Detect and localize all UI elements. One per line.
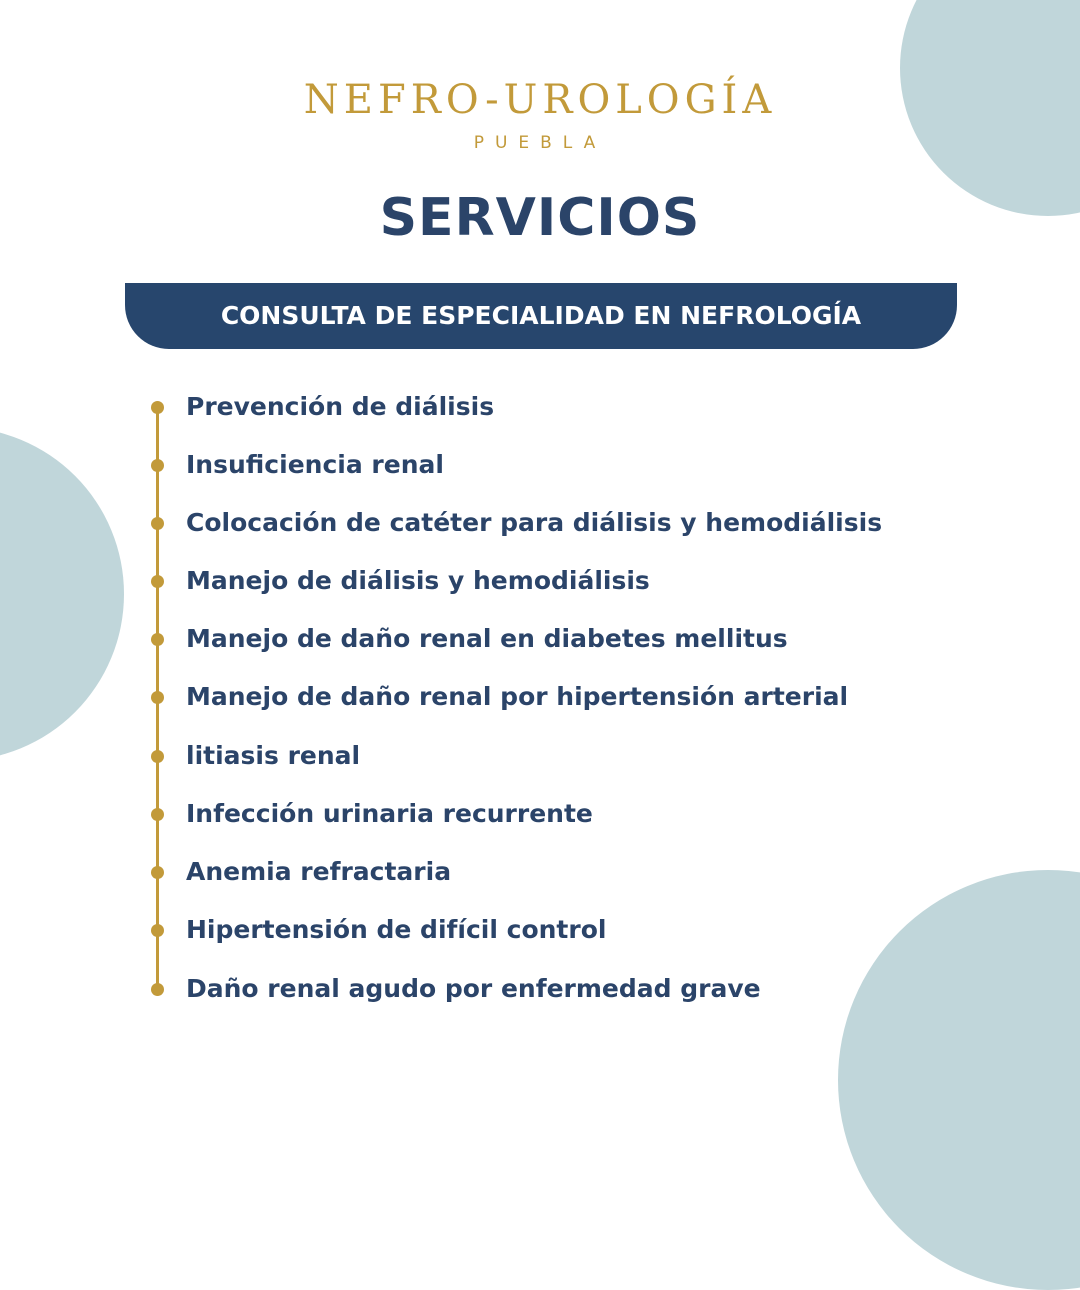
page-title: SERVICIOS: [379, 188, 701, 248]
bullet-dot-icon: [151, 924, 164, 937]
bullet-dot-icon: [151, 750, 164, 763]
specialty-banner: CONSULTA DE ESPECIALIDAD EN NEFROLOGÍA: [125, 283, 957, 349]
bullet-dot-icon: [151, 517, 164, 530]
service-label: Insuficiencia renal: [186, 450, 444, 479]
bullet-dot-icon: [151, 983, 164, 996]
service-label: Prevención de diálisis: [186, 392, 495, 421]
bullet-dot-icon: [151, 401, 164, 414]
service-item: [0, 736, 1000, 776]
bullet-dot-icon: [151, 866, 164, 879]
bullet-dot-icon: [151, 633, 164, 646]
service-label: Infección urinaria recurrente: [186, 799, 593, 828]
service-item: [0, 445, 1000, 485]
service-item: [0, 677, 1000, 717]
service-label: litiasis renal: [186, 741, 361, 770]
brand-logo-name: NEFRO-UROLOGÍA: [303, 77, 777, 123]
service-item: [0, 503, 1000, 543]
bullet-dot-icon: [151, 691, 164, 704]
service-item: [0, 619, 1000, 659]
service-label: Manejo de daño renal en diabetes mellitus: [186, 624, 788, 653]
service-item: [0, 561, 1000, 601]
service-item: [0, 794, 1000, 834]
service-label: Manejo de daño renal por hipertensión arterial: [186, 682, 849, 711]
service-item: [0, 910, 1000, 950]
bullet-dot-icon: [151, 575, 164, 588]
brand-logo-location: PUEBLA: [473, 133, 607, 153]
service-label: Daño renal agudo por enfermedad grave: [186, 974, 761, 1003]
service-label: Hipertensión de difícil control: [186, 915, 607, 944]
service-label: Anemia refractaria: [186, 857, 452, 886]
bullet-dot-icon: [151, 459, 164, 472]
service-label: Manejo de diálisis y hemodiálisis: [186, 566, 650, 595]
service-item: [0, 852, 1000, 892]
service-item: [0, 387, 1000, 427]
service-item: [0, 969, 1000, 1009]
service-label: Colocación de catéter para diálisis y hemodiálisis: [186, 508, 883, 537]
bullet-dot-icon: [151, 808, 164, 821]
